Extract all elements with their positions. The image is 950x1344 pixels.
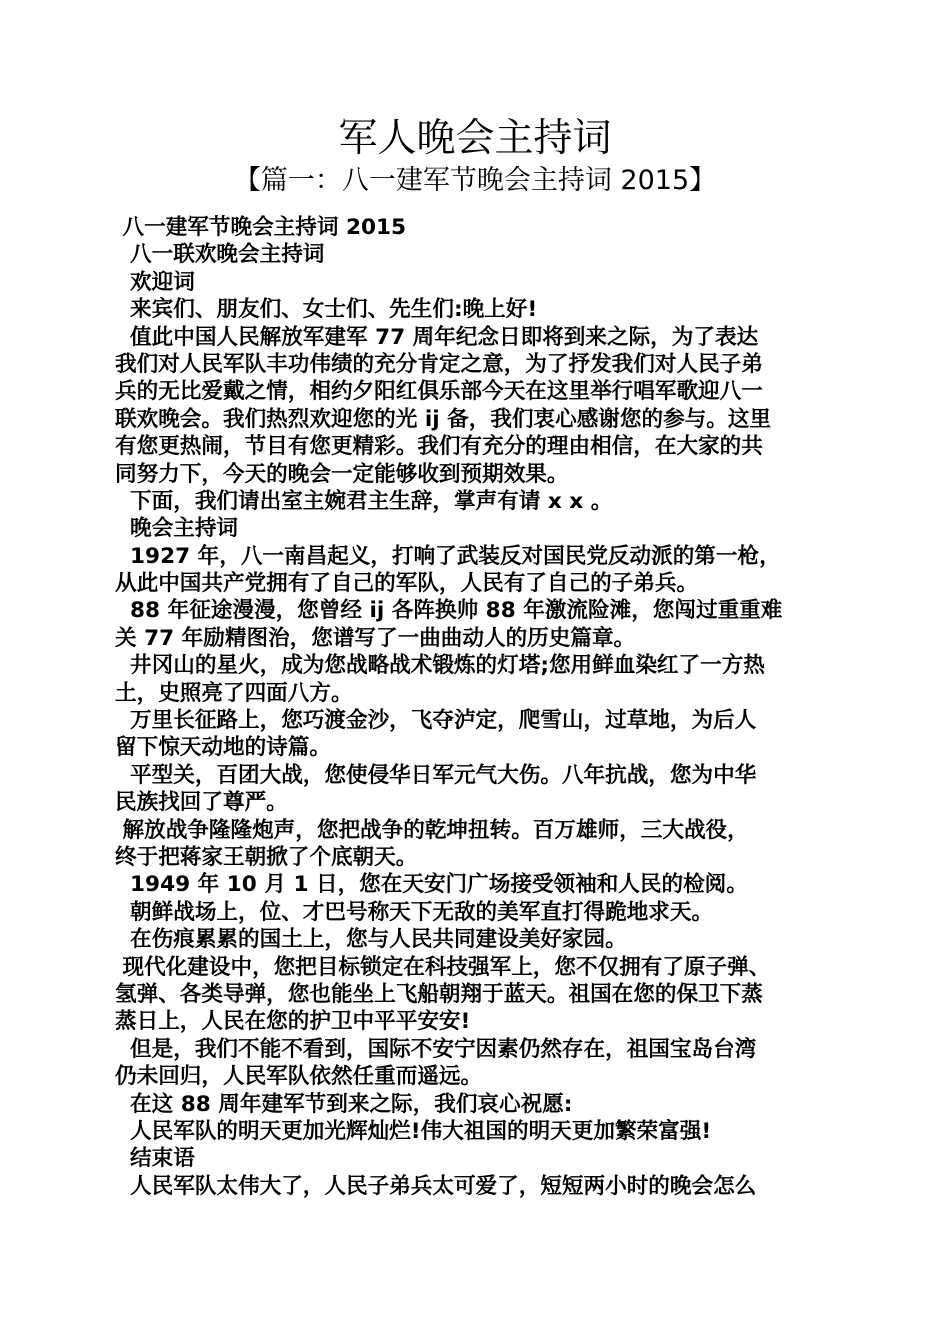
body-line: 万里长征路上，您巧渡金沙，飞夺泸定，爬雪山，过草地，为后人: [115, 708, 757, 734]
body-line: 民族找回了尊严。: [115, 790, 288, 816]
body-line: 结束语: [115, 1146, 195, 1172]
body-line: 88 年征途漫漫，您曾经 ij 各阵换帅 88 年激流险滩，您闯过重重难: [115, 598, 783, 624]
body-line: 平型关，百团大战，您使侵华日军元气大伤。八年抗战，您为中华: [115, 762, 757, 788]
body-line: 八一建军节晚会主持词 2015: [115, 215, 407, 240]
body-line: 氢弹、各类导弹，您也能坐上飞船朝翔于蓝天。祖国在您的保卫下蒸: [115, 981, 763, 1007]
body-line: 1949 年 10 月 1 日，您在天安门广场接受领袖和人民的检阅。: [115, 872, 748, 898]
body-line: 同努力下，今天的晚会一定能够收到预期效果。: [115, 461, 569, 487]
body-line: 朝鲜战场上，位、才巴号称天下无敌的美军直打得跪地求天。: [115, 899, 714, 925]
body-line: 八一联欢晚会主持词: [115, 242, 325, 268]
body-line: 井冈山的星火，成为您战略战术锻炼的灯塔;您用鲜血染红了一方热: [115, 653, 765, 679]
body-line: 联欢晚会。我们热烈欢迎您的光 ij 备，我们衷心感谢您的参与。这里: [115, 406, 772, 432]
body-line: 在这 88 周年建军节到来之际，我们哀心祝愿:: [115, 1091, 573, 1117]
body-line: 从此中国共产党拥有了自己的军队，人民有了自己的子弟兵。: [115, 571, 699, 597]
body-line: 解放战争隆隆炮声，您把战争的乾坤扭转。百万雄师，三大战役，: [115, 817, 749, 843]
body-line: 终于把蒋家王朝掀了个底朝天。: [115, 844, 418, 870]
body-line: 来宾们、朋友们、女士们、先生们:晚上好!: [115, 297, 538, 323]
body-line: 兵的无比爱戴之情，相约夕阳红俱乐部今天在这里举行唱军歌迎八一: [115, 379, 763, 405]
body-line: 关 77 年励精图治，您谱写了一曲曲动人的历史篇章。: [115, 625, 636, 651]
body-line: 人民军队的明天更加光辉灿烂!伟大祖国的明天更加繁荣富强!: [115, 1118, 712, 1144]
body-line: 留下惊天动地的诗篇。: [115, 735, 331, 761]
body-line: 晚会主持词: [115, 516, 239, 542]
body-line: 仍未回归，人民军队依然任重而遥远。: [115, 1064, 483, 1090]
body-line: 在伤痕累累的国土上，您与人民共同建设美好家园。: [115, 927, 627, 953]
body-line: 人民军队太伟大了，人民子弟兵太可爱了，短短两小时的晚会怎么: [115, 1173, 757, 1199]
body-line: 现代化建设中，您把目标锁定在科技强军上，您不仅拥有了原子弹、: [115, 954, 771, 980]
body-line: 有您更热闹，节目有您更精彩。我们有充分的理由相信，在大家的共: [115, 434, 763, 460]
body-line: 但是，我们不能不看到，国际不安宁因素仍然存在，祖国宝岛台湾: [115, 1036, 757, 1062]
body-line: 我们对人民军队丰功伟绩的充分肯定之意，为了抒发我们对人民子弟: [115, 351, 763, 377]
document-body: [115, 214, 837, 1200]
body-line: 值此中国人民解放军建军 77 周年纪念日即将到来之际，为了表达: [115, 324, 759, 350]
body-line: 蒸日上，人民在您的护卫中平平安安!: [115, 1009, 471, 1035]
body-line: 下面，我们请出室主婉君主生辞，掌声有请 x x 。: [115, 488, 613, 514]
document-subtitle: 【篇一：八一建军节晚会主持词 2015】: [233, 165, 717, 196]
body-line: 欢迎词: [115, 269, 195, 295]
body-line: 1927 年，八一南昌起义，打响了武装反对国民党反动派的第一枪，: [115, 543, 781, 569]
body-line: 土，史照亮了四面八方。: [115, 680, 353, 706]
document-title: 军人晚会主持词: [338, 116, 612, 161]
